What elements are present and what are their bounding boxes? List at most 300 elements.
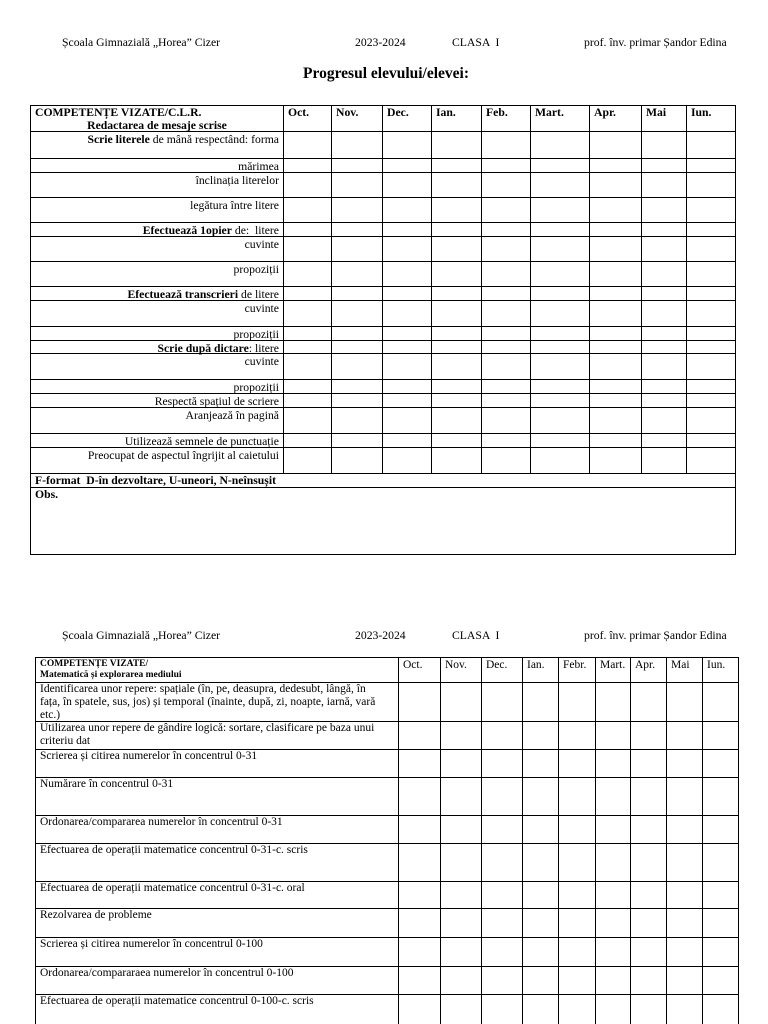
grade-cell xyxy=(383,223,432,237)
grade-cell xyxy=(596,844,631,882)
observations-label: Obs. xyxy=(35,488,59,501)
grade-cell xyxy=(703,750,739,778)
grade-cell xyxy=(590,301,642,327)
grade-cell xyxy=(432,354,482,380)
competency-label: cuvinte xyxy=(244,355,279,368)
grade-cell xyxy=(667,816,703,844)
grade-cell xyxy=(667,750,703,778)
grade-cell xyxy=(559,844,596,882)
month-header-cell xyxy=(284,106,332,132)
grade-cell xyxy=(523,909,559,938)
grade-cell xyxy=(523,778,559,816)
grade-cell xyxy=(596,683,631,722)
grade-cell xyxy=(284,237,332,262)
grade-cell xyxy=(590,223,642,237)
competency-header-cell xyxy=(31,106,284,132)
grade-cell xyxy=(667,909,703,938)
competency-label-line: etc.) xyxy=(40,709,61,721)
grade-cell xyxy=(559,995,596,1024)
grade-cell xyxy=(383,394,432,408)
grade-cell xyxy=(383,354,432,380)
grade-cell xyxy=(332,173,383,198)
grade-cell xyxy=(703,683,739,722)
grade-cell xyxy=(531,173,590,198)
grade-cell xyxy=(284,262,332,287)
grade-cell xyxy=(284,327,332,341)
month-header-cell xyxy=(642,106,687,132)
grade-cell xyxy=(441,683,482,722)
grade-cell xyxy=(642,380,687,394)
grade-cell xyxy=(590,159,642,173)
grade-cell xyxy=(284,287,332,301)
month-header-cell xyxy=(383,106,432,132)
grade-cell xyxy=(441,778,482,816)
grade-cell xyxy=(523,722,559,750)
grade-cell xyxy=(441,938,482,967)
grade-cell xyxy=(687,448,736,474)
competency-subheading: Matematică și explorarea mediului xyxy=(40,670,182,680)
grade-cell xyxy=(399,750,441,778)
grade-cell xyxy=(642,159,687,173)
competency-label: înclinația literelor xyxy=(195,174,279,187)
grade-cell xyxy=(642,237,687,262)
grade-cell xyxy=(703,967,739,995)
grade-cell xyxy=(482,995,523,1024)
month-header-cell xyxy=(559,658,596,683)
grade-cell xyxy=(596,750,631,778)
grade-cell xyxy=(383,301,432,327)
grade-cell xyxy=(432,327,482,341)
grade-cell xyxy=(441,882,482,909)
grade-cell xyxy=(332,327,383,341)
grade-cell xyxy=(687,408,736,434)
competency-row-label xyxy=(36,909,399,938)
grade-cell xyxy=(482,237,531,262)
month-label: Mai xyxy=(671,659,690,671)
grade-cell xyxy=(687,237,736,262)
page-header xyxy=(0,36,768,50)
grade-cell xyxy=(399,967,441,995)
grade-cell xyxy=(559,909,596,938)
month-header-cell xyxy=(703,658,739,683)
grade-cell xyxy=(482,683,523,722)
grade-cell xyxy=(667,722,703,750)
grade-cell xyxy=(667,882,703,909)
competency-label-line: Ordonarea/compararea numerelor în concentrul 0-31 xyxy=(40,816,283,828)
grade-cell xyxy=(432,434,482,448)
grade-cell xyxy=(642,132,687,159)
competency-row-label xyxy=(31,223,284,237)
grade-cell xyxy=(531,434,590,448)
grade-cell xyxy=(590,262,642,287)
school-name: Școala Gimnazială „Horea” Cizer xyxy=(62,36,221,49)
competency-label-line: Scrierea și citirea numerelor în concentrul 0-31 xyxy=(40,750,258,762)
grade-cell xyxy=(590,132,642,159)
competency-row-label xyxy=(36,995,399,1024)
grade-cell xyxy=(383,237,432,262)
grade-cell xyxy=(703,844,739,882)
grade-cell xyxy=(596,816,631,844)
month-header-cell xyxy=(667,658,703,683)
grade-cell xyxy=(703,909,739,938)
grade-cell xyxy=(703,938,739,967)
grade-cell xyxy=(383,198,432,223)
grade-cell xyxy=(559,816,596,844)
grade-cell xyxy=(590,287,642,301)
grade-cell xyxy=(482,722,523,750)
grade-cell xyxy=(482,223,531,237)
competency-row-label xyxy=(31,198,284,223)
grade-cell xyxy=(482,173,531,198)
grade-cell xyxy=(441,750,482,778)
grade-cell xyxy=(284,198,332,223)
grade-cell xyxy=(432,408,482,434)
grade-cell xyxy=(482,844,523,882)
competency-label-bold: Efectuează transcrieri xyxy=(127,288,239,301)
grade-cell xyxy=(284,408,332,434)
grade-cell xyxy=(590,434,642,448)
grade-cell xyxy=(590,354,642,380)
grade-cell xyxy=(590,173,642,198)
grade-cell xyxy=(596,722,631,750)
grade-cell xyxy=(332,301,383,327)
competency-label-line: Identificarea unor repere: spațiale (în, pe, deasupra, dedesubt, lângă, în xyxy=(40,683,366,695)
grade-cell xyxy=(531,408,590,434)
grade-cell xyxy=(631,722,667,750)
competency-header-cell xyxy=(36,658,399,683)
grade-cell xyxy=(482,287,531,301)
month-label: Apr. xyxy=(635,659,656,671)
competency-label-line: Numărare în concentrul 0-31 xyxy=(40,778,174,790)
competency-label: de: litere xyxy=(231,224,279,237)
grade-cell xyxy=(432,341,482,354)
grade-cell xyxy=(687,173,736,198)
month-label: Nov. xyxy=(336,106,359,119)
competency-row-label xyxy=(31,159,284,173)
grade-cell xyxy=(523,683,559,722)
grade-cell xyxy=(332,159,383,173)
grade-cell xyxy=(482,816,523,844)
grade-cell xyxy=(703,882,739,909)
grade-cell xyxy=(531,262,590,287)
grade-cell xyxy=(687,380,736,394)
grade-cell xyxy=(332,237,383,262)
grade-cell xyxy=(399,778,441,816)
language-progress-table xyxy=(30,105,736,555)
month-label: Nov. xyxy=(445,659,467,671)
competency-row-label xyxy=(31,448,284,474)
grade-cell xyxy=(642,262,687,287)
competency-label: : litere xyxy=(248,342,279,355)
grade-cell xyxy=(432,223,482,237)
grade-cell xyxy=(687,287,736,301)
grade-cell xyxy=(523,938,559,967)
grade-cell xyxy=(482,448,531,474)
grade-cell xyxy=(482,327,531,341)
grade-cell xyxy=(559,722,596,750)
grade-cell xyxy=(642,327,687,341)
school-year: 2023-2024 xyxy=(355,36,406,49)
month-label: Dec. xyxy=(486,659,508,671)
competency-heading: COMPETENȚE VIZATE/C.L.R. xyxy=(35,106,202,119)
grade-cell xyxy=(631,750,667,778)
grade-cell xyxy=(432,394,482,408)
grade-cell xyxy=(432,380,482,394)
grade-cell xyxy=(687,434,736,448)
grade-cell xyxy=(631,816,667,844)
competency-label-line: Ordonarea/compararaea numerelor în concentrul 0-100 xyxy=(40,967,294,979)
grade-cell xyxy=(482,909,523,938)
grade-cell xyxy=(332,287,383,301)
grade-cell xyxy=(523,816,559,844)
grade-cell xyxy=(482,967,523,995)
month-label: Iun. xyxy=(691,106,712,119)
competency-label-bold: Scrie literele xyxy=(87,133,150,146)
month-label: Oct. xyxy=(288,106,310,119)
teacher-name: prof. înv. primar Șandor Edina xyxy=(584,36,727,49)
competency-label-line: fața, în spatele, sus, jos) și temporal (înainte, după, zi, noapte, iarnă, vară xyxy=(40,696,376,708)
grade-cell xyxy=(687,159,736,173)
competency-row-label xyxy=(31,434,284,448)
month-label: Mart. xyxy=(600,659,626,671)
month-header-cell xyxy=(441,658,482,683)
grade-cell xyxy=(482,159,531,173)
grade-cell xyxy=(482,778,523,816)
grade-cell xyxy=(642,287,687,301)
month-label: Mart. xyxy=(535,106,564,119)
grade-cell xyxy=(284,354,332,380)
grade-cell xyxy=(531,198,590,223)
grade-cell xyxy=(482,938,523,967)
grade-cell xyxy=(687,354,736,380)
competency-row-label xyxy=(31,394,284,408)
grade-cell xyxy=(284,159,332,173)
grade-cell xyxy=(590,237,642,262)
competency-row-label xyxy=(31,341,284,354)
month-header-cell xyxy=(332,106,383,132)
competency-heading: COMPETENȚE VIZATE/ xyxy=(40,659,149,669)
grade-cell xyxy=(482,341,531,354)
grade-cell xyxy=(531,448,590,474)
grade-cell xyxy=(631,967,667,995)
grade-cell xyxy=(667,938,703,967)
competency-row-label xyxy=(36,722,399,750)
grade-cell xyxy=(284,394,332,408)
competency-row-label xyxy=(31,380,284,394)
month-header-cell xyxy=(590,106,642,132)
competency-row-label xyxy=(31,408,284,434)
grade-cell xyxy=(482,354,531,380)
grade-cell xyxy=(383,327,432,341)
grade-cell xyxy=(482,750,523,778)
grade-cell xyxy=(441,722,482,750)
grade-cell xyxy=(399,882,441,909)
grade-cell xyxy=(531,394,590,408)
grade-cell xyxy=(531,159,590,173)
grade-cell xyxy=(523,967,559,995)
month-label: Dec. xyxy=(387,106,409,119)
grade-cell xyxy=(596,778,631,816)
grade-cell xyxy=(523,882,559,909)
competency-label: Preocupat de aspectul îngrijit al caietului xyxy=(87,449,279,462)
competency-row-label xyxy=(31,354,284,380)
grade-cell xyxy=(642,301,687,327)
grade-cell xyxy=(441,844,482,882)
grade-cell xyxy=(667,995,703,1024)
grade-cell xyxy=(559,967,596,995)
competency-label-bold: Efectuează 1opier xyxy=(142,224,232,237)
grade-cell xyxy=(332,408,383,434)
competency-label: cuvinte xyxy=(244,302,279,315)
competency-label-line: Efectuarea de operații matematice concentrul 0-31-c. oral xyxy=(40,882,305,894)
competency-label-line: criteriu dat xyxy=(40,735,91,747)
grade-cell xyxy=(531,380,590,394)
competency-label-line: Efectuarea de operații matematice concentrul 0-100-c. scris xyxy=(40,995,314,1007)
grade-cell xyxy=(284,448,332,474)
grade-cell xyxy=(332,341,383,354)
grade-cell xyxy=(687,341,736,354)
month-header-cell xyxy=(482,106,531,132)
grade-cell xyxy=(332,434,383,448)
competency-row-label xyxy=(31,132,284,159)
grade-cell xyxy=(432,132,482,159)
month-label: Oct. xyxy=(403,659,423,671)
page-header xyxy=(0,629,768,643)
grade-cell xyxy=(687,394,736,408)
grade-cell xyxy=(531,354,590,380)
month-header-cell xyxy=(596,658,631,683)
grade-cell xyxy=(687,301,736,327)
grade-cell xyxy=(642,198,687,223)
competency-row-label xyxy=(31,301,284,327)
grade-cell xyxy=(399,909,441,938)
grade-cell xyxy=(596,938,631,967)
grade-cell xyxy=(432,159,482,173)
grade-cell xyxy=(703,778,739,816)
grade-cell xyxy=(482,408,531,434)
grade-cell xyxy=(687,198,736,223)
grade-cell xyxy=(531,132,590,159)
competency-label-line: Utilizarea unor repere de gândire logică: sortare, clasificare pe baza unui xyxy=(40,722,375,734)
grade-cell xyxy=(631,683,667,722)
grade-cell xyxy=(399,722,441,750)
grade-cell xyxy=(284,341,332,354)
grade-cell xyxy=(631,995,667,1024)
grade-cell xyxy=(631,778,667,816)
competency-label: de mână respectând: forma xyxy=(149,133,279,146)
grade-cell xyxy=(332,132,383,159)
grade-cell xyxy=(441,816,482,844)
grade-cell xyxy=(284,434,332,448)
grade-cell xyxy=(596,995,631,1024)
grade-cell xyxy=(432,198,482,223)
grade-cell xyxy=(703,995,739,1024)
month-header-cell xyxy=(531,106,590,132)
competency-row-label xyxy=(36,778,399,816)
competency-row-label xyxy=(31,173,284,198)
grade-cell xyxy=(667,967,703,995)
grade-cell xyxy=(432,287,482,301)
grade-cell xyxy=(631,844,667,882)
grade-cell xyxy=(482,262,531,287)
competency-row-label xyxy=(31,237,284,262)
grade-cell xyxy=(559,882,596,909)
month-header-cell xyxy=(399,658,441,683)
grade-cell xyxy=(523,995,559,1024)
grade-cell xyxy=(432,173,482,198)
grade-cell xyxy=(590,408,642,434)
grade-cell xyxy=(399,683,441,722)
month-label: Apr. xyxy=(594,106,616,119)
competency-row-label xyxy=(36,938,399,967)
grade-cell xyxy=(284,223,332,237)
competency-label: propoziții xyxy=(233,328,279,341)
competency-label: Utilizează semnele de punctuație xyxy=(124,435,279,448)
grade-cell xyxy=(383,262,432,287)
grade-cell xyxy=(687,132,736,159)
grade-cell xyxy=(284,301,332,327)
grade-cell xyxy=(631,909,667,938)
grade-cell xyxy=(482,380,531,394)
grade-cell xyxy=(284,380,332,394)
competency-label-bold: Scrie după dictare xyxy=(157,342,249,355)
grade-cell xyxy=(399,995,441,1024)
grade-cell xyxy=(482,882,523,909)
grade-cell xyxy=(559,938,596,967)
month-header-cell xyxy=(631,658,667,683)
class-label: CLASA I xyxy=(452,629,500,642)
competency-label: de litere xyxy=(238,288,279,301)
grade-cell xyxy=(687,262,736,287)
grade-cell xyxy=(590,448,642,474)
grade-cell xyxy=(703,722,739,750)
month-label: Feb. xyxy=(486,106,508,119)
competency-label: legătura între litere xyxy=(190,199,279,212)
month-label: Febr. xyxy=(563,659,587,671)
competency-row-label xyxy=(36,882,399,909)
grade-cell xyxy=(432,262,482,287)
grade-cell xyxy=(642,173,687,198)
competency-row-label xyxy=(36,816,399,844)
grade-cell xyxy=(590,327,642,341)
grade-cell xyxy=(383,434,432,448)
grade-cell xyxy=(590,341,642,354)
grade-cell xyxy=(631,882,667,909)
class-label: CLASA I xyxy=(452,36,500,49)
competency-row-label xyxy=(31,287,284,301)
school-name: Școala Gimnazială „Horea” Cizer xyxy=(62,629,221,642)
competency-row-label xyxy=(36,750,399,778)
grade-cell xyxy=(482,132,531,159)
grade-cell xyxy=(559,778,596,816)
grade-cell xyxy=(332,198,383,223)
grade-cell xyxy=(596,909,631,938)
grade-cell xyxy=(432,448,482,474)
grade-cell xyxy=(399,844,441,882)
competency-row-label xyxy=(36,683,399,722)
grade-cell xyxy=(642,394,687,408)
grade-cell xyxy=(596,967,631,995)
grade-cell xyxy=(642,223,687,237)
grade-cell xyxy=(284,132,332,159)
grade-cell xyxy=(383,408,432,434)
grade-cell xyxy=(383,159,432,173)
grade-cell xyxy=(383,448,432,474)
grade-cell xyxy=(531,287,590,301)
competency-row-label xyxy=(36,844,399,882)
observations-row xyxy=(31,488,736,555)
grade-cell xyxy=(482,301,531,327)
